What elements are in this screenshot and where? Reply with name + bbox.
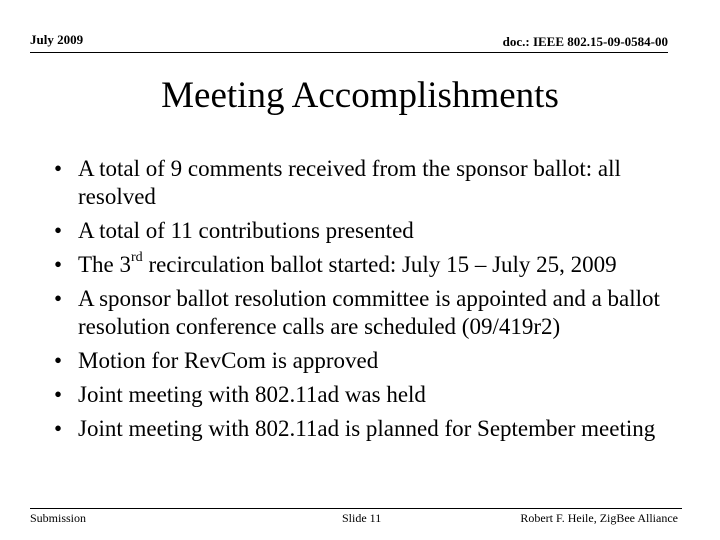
- header-doc-id: doc.: IEEE 802.15-09-0584-00: [502, 34, 668, 49]
- bullet-text: Joint meeting with 802.11ad is planned for September meeting: [78, 416, 656, 441]
- bullet-text: A total of 9 comments received from the sponsor ballot: all resolved: [78, 156, 621, 209]
- slide-title: Meeting Accomplishments: [161, 75, 559, 116]
- bullet-dot-icon: •: [54, 416, 63, 441]
- bullet-text-pre: The 3: [78, 252, 132, 277]
- bullet-text: A sponsor ballot resolution committee is appointed and a ballot resolution conference calls are scheduled (09/419r2): [78, 286, 660, 339]
- bullet-dot-icon: •: [54, 382, 63, 407]
- bullet-item: [54, 415, 674, 443]
- bullet-dot-icon: •: [54, 286, 63, 311]
- footer-author: Robert F. Heile, ZigBee Alliance: [520, 511, 678, 525]
- header-date: July 2009: [30, 32, 84, 47]
- bullet-dot-icon: •: [54, 348, 63, 373]
- bullet-text: A total of 11 contributions presented: [78, 218, 414, 243]
- bullet-dot-icon: •: [54, 218, 63, 243]
- bullet-text: Joint meeting with 802.11ad was held: [78, 382, 426, 407]
- bullet-item: [54, 155, 674, 211]
- bullet-item: [54, 285, 674, 341]
- bullet-item: [54, 251, 674, 279]
- bullet-item: [54, 217, 674, 245]
- bullet-item: [54, 347, 674, 375]
- bullet-text: [78, 252, 617, 277]
- bullet-dot-icon: •: [54, 156, 63, 181]
- bullet-text: Motion for RevCom is approved: [78, 348, 379, 373]
- bullet-dot-icon: •: [54, 252, 63, 277]
- bullet-item: [54, 381, 674, 409]
- bullet-list: [54, 155, 674, 449]
- bullet-text-superscript: rd: [131, 250, 143, 266]
- footer-divider: [30, 508, 682, 509]
- header-divider: [30, 52, 668, 53]
- footer-submission: Submission: [30, 511, 87, 525]
- bullet-text-post: recirculation ballot started: July 15 – July 25, 2009: [142, 252, 617, 277]
- footer-slide-number: Slide 11: [342, 511, 382, 525]
